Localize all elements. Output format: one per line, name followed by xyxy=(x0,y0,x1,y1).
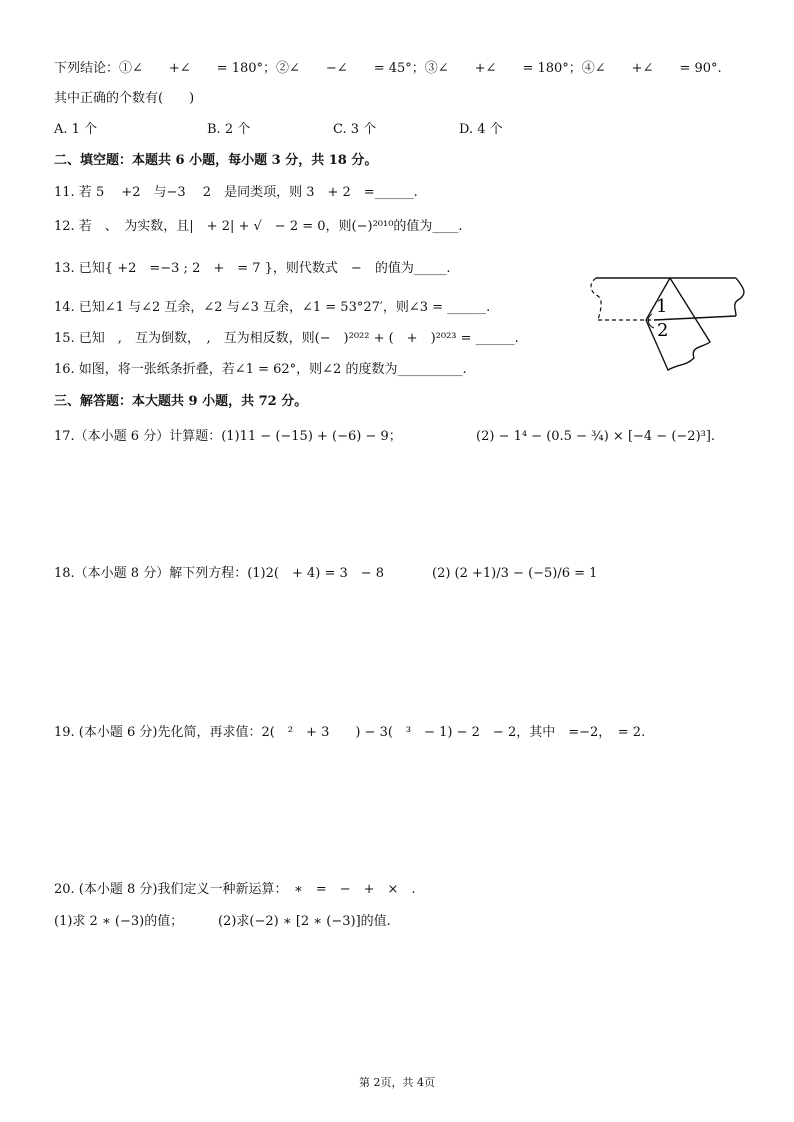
question-20: 20. (本小题 8 分)我们定义一种新运算： ∗ = − + × . xyxy=(54,882,416,897)
section-fill-in-heading: 二、填空题：本题共 6 小题，每小题 3 分，共 18 分。 xyxy=(54,153,378,168)
option-d: D. 4 个 xyxy=(459,122,503,137)
question-11: 11. 若 5 +2 与−3 2 是同类项，则 3 + 2 =______. xyxy=(54,185,418,200)
question-15: 15. 已知 , 互为倒数， , 互为相反数，则(− )²⁰²² + ( + )²⁰²³ = ______. xyxy=(54,331,519,346)
angle-1-label: 1 xyxy=(656,296,668,317)
question-13: 13. 已知{ +2 =−3 ; 2 + = 7 }，则代数式 − 的值为_____. xyxy=(54,261,451,276)
question-20-part2: (2)求(−2) ∗ [2 ∗ (−3)]的值. xyxy=(218,914,391,929)
question-18-part2: (2) (2 +1)/3 − (−5)/6 = 1 xyxy=(432,566,598,581)
folded-flap xyxy=(646,278,710,370)
page-footer: 第 2页，共 4页 xyxy=(359,1076,435,1089)
question-18-part1: 18.（本小题 8 分）解下列方程：(1)2( + 4) = 3 − 8 xyxy=(54,566,385,581)
folded-paper-strip-figure xyxy=(586,274,750,374)
q10-question: 其中正确的个数有( ) xyxy=(54,91,195,106)
option-c: C. 3 个 xyxy=(333,122,377,137)
angle-2-label: 2 xyxy=(657,320,669,341)
question-19: 19. (本小题 6 分)先化简，再求值：2( ² + 3 ) − 3( ³ − 1) − 2 − 2，其中 =−2， = 2. xyxy=(54,725,646,740)
question-12: 12. 若 、 为实数，且| + 2| + √ − 2 = 0，则(−)²⁰¹⁰的值为____. xyxy=(54,219,463,234)
option-a: A. 1 个 xyxy=(54,122,98,137)
question-17-part2: (2) − 1⁴ − (0.5 − ¾) × [−4 − (−2)³]. xyxy=(476,429,716,444)
question-17-part1: 17.（本小题 6 分）计算题：(1)11 − (−15) + (−6) − 9； xyxy=(54,429,402,444)
option-b: B. 2 个 xyxy=(207,122,251,137)
section-solve-heading: 三、解答题：本大题共 9 小题，共 72 分。 xyxy=(54,394,308,409)
question-16: 16. 如图，将一张纸条折叠，若∠1 = 62°，则∠2 的度数为__________. xyxy=(54,362,467,377)
strip-left-wavy-edge xyxy=(591,278,601,320)
q10-conclusions: 下列结论：①∠ +∠ = 180°；②∠ −∠ = 45°；③∠ +∠ = 180°；④∠ +∠ = 90°. xyxy=(54,61,722,76)
strip-right-wavy-edge xyxy=(735,278,744,316)
question-20-part1: (1)求 2 ∗ (−3)的值； xyxy=(54,914,184,929)
question-14: 14. 已知∠1 与∠2 互余，∠2 与∠3 互余，∠1 = 53°27′，则∠3 = ______. xyxy=(54,300,491,315)
